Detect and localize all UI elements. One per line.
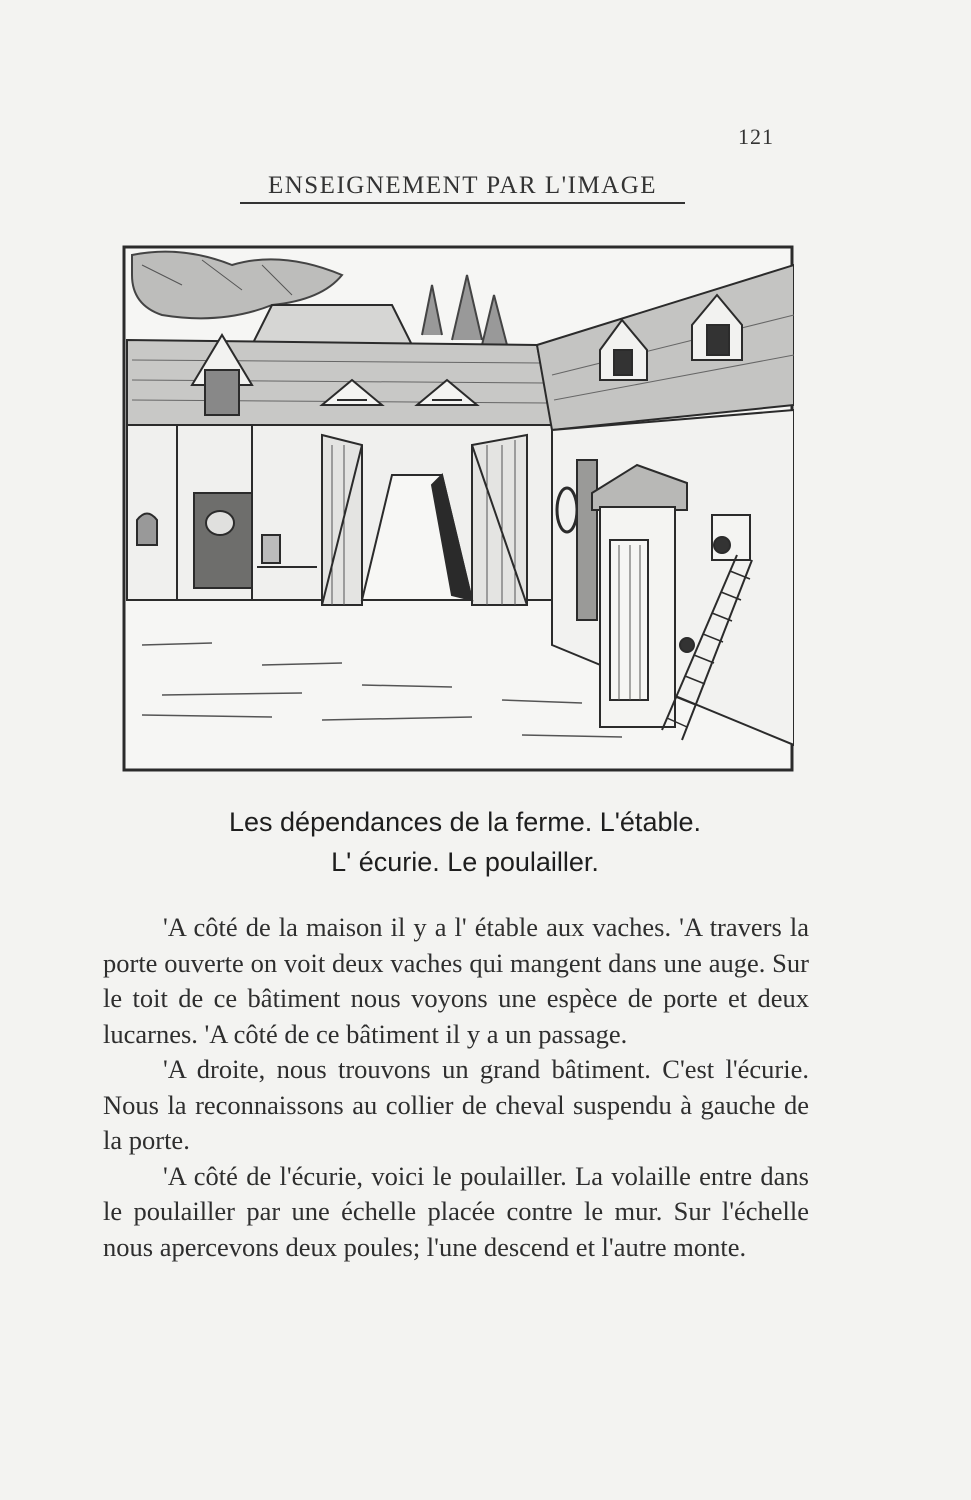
caption-line-1: Les dépendances de la ferme. L'étable. [229,807,701,837]
page-number: 121 [738,124,774,149]
paragraph-etable: 'A côté de la maison il y a l' étable aux vaches. 'A travers la porte ouverte on voit deux vaches qui mangent dans une auge. Sur le toit de ce bâtiment nous voyons une espèce de porte et deux lucarnes. 'A côté de ce bâtiment il y a un passage. [103,912,809,1049]
figure-caption [120,802,810,882]
farmyard-illustration [122,245,794,772]
header-title: ENSEIGNEMENT PAR L'IMAGE [240,172,685,204]
caption-line-2: L' écurie. Le poulailler. [331,847,599,877]
paragraph-ecurie: 'A droite, nous trouvons un grand bâtiment. C'est l'écurie. Nous la reconnaissons au collier de cheval suspendu à gauche de la porte. [103,1054,809,1155]
paragraph-poulailler: 'A côté de l'écurie, voici le poulailler. La volaille entre dans le poulailler par une échelle placée contre le mur. Sur l'échelle nous apercevons deux poules; l'une descend et l'autre monte. [103,1160,809,1262]
body-text [103,910,809,1265]
